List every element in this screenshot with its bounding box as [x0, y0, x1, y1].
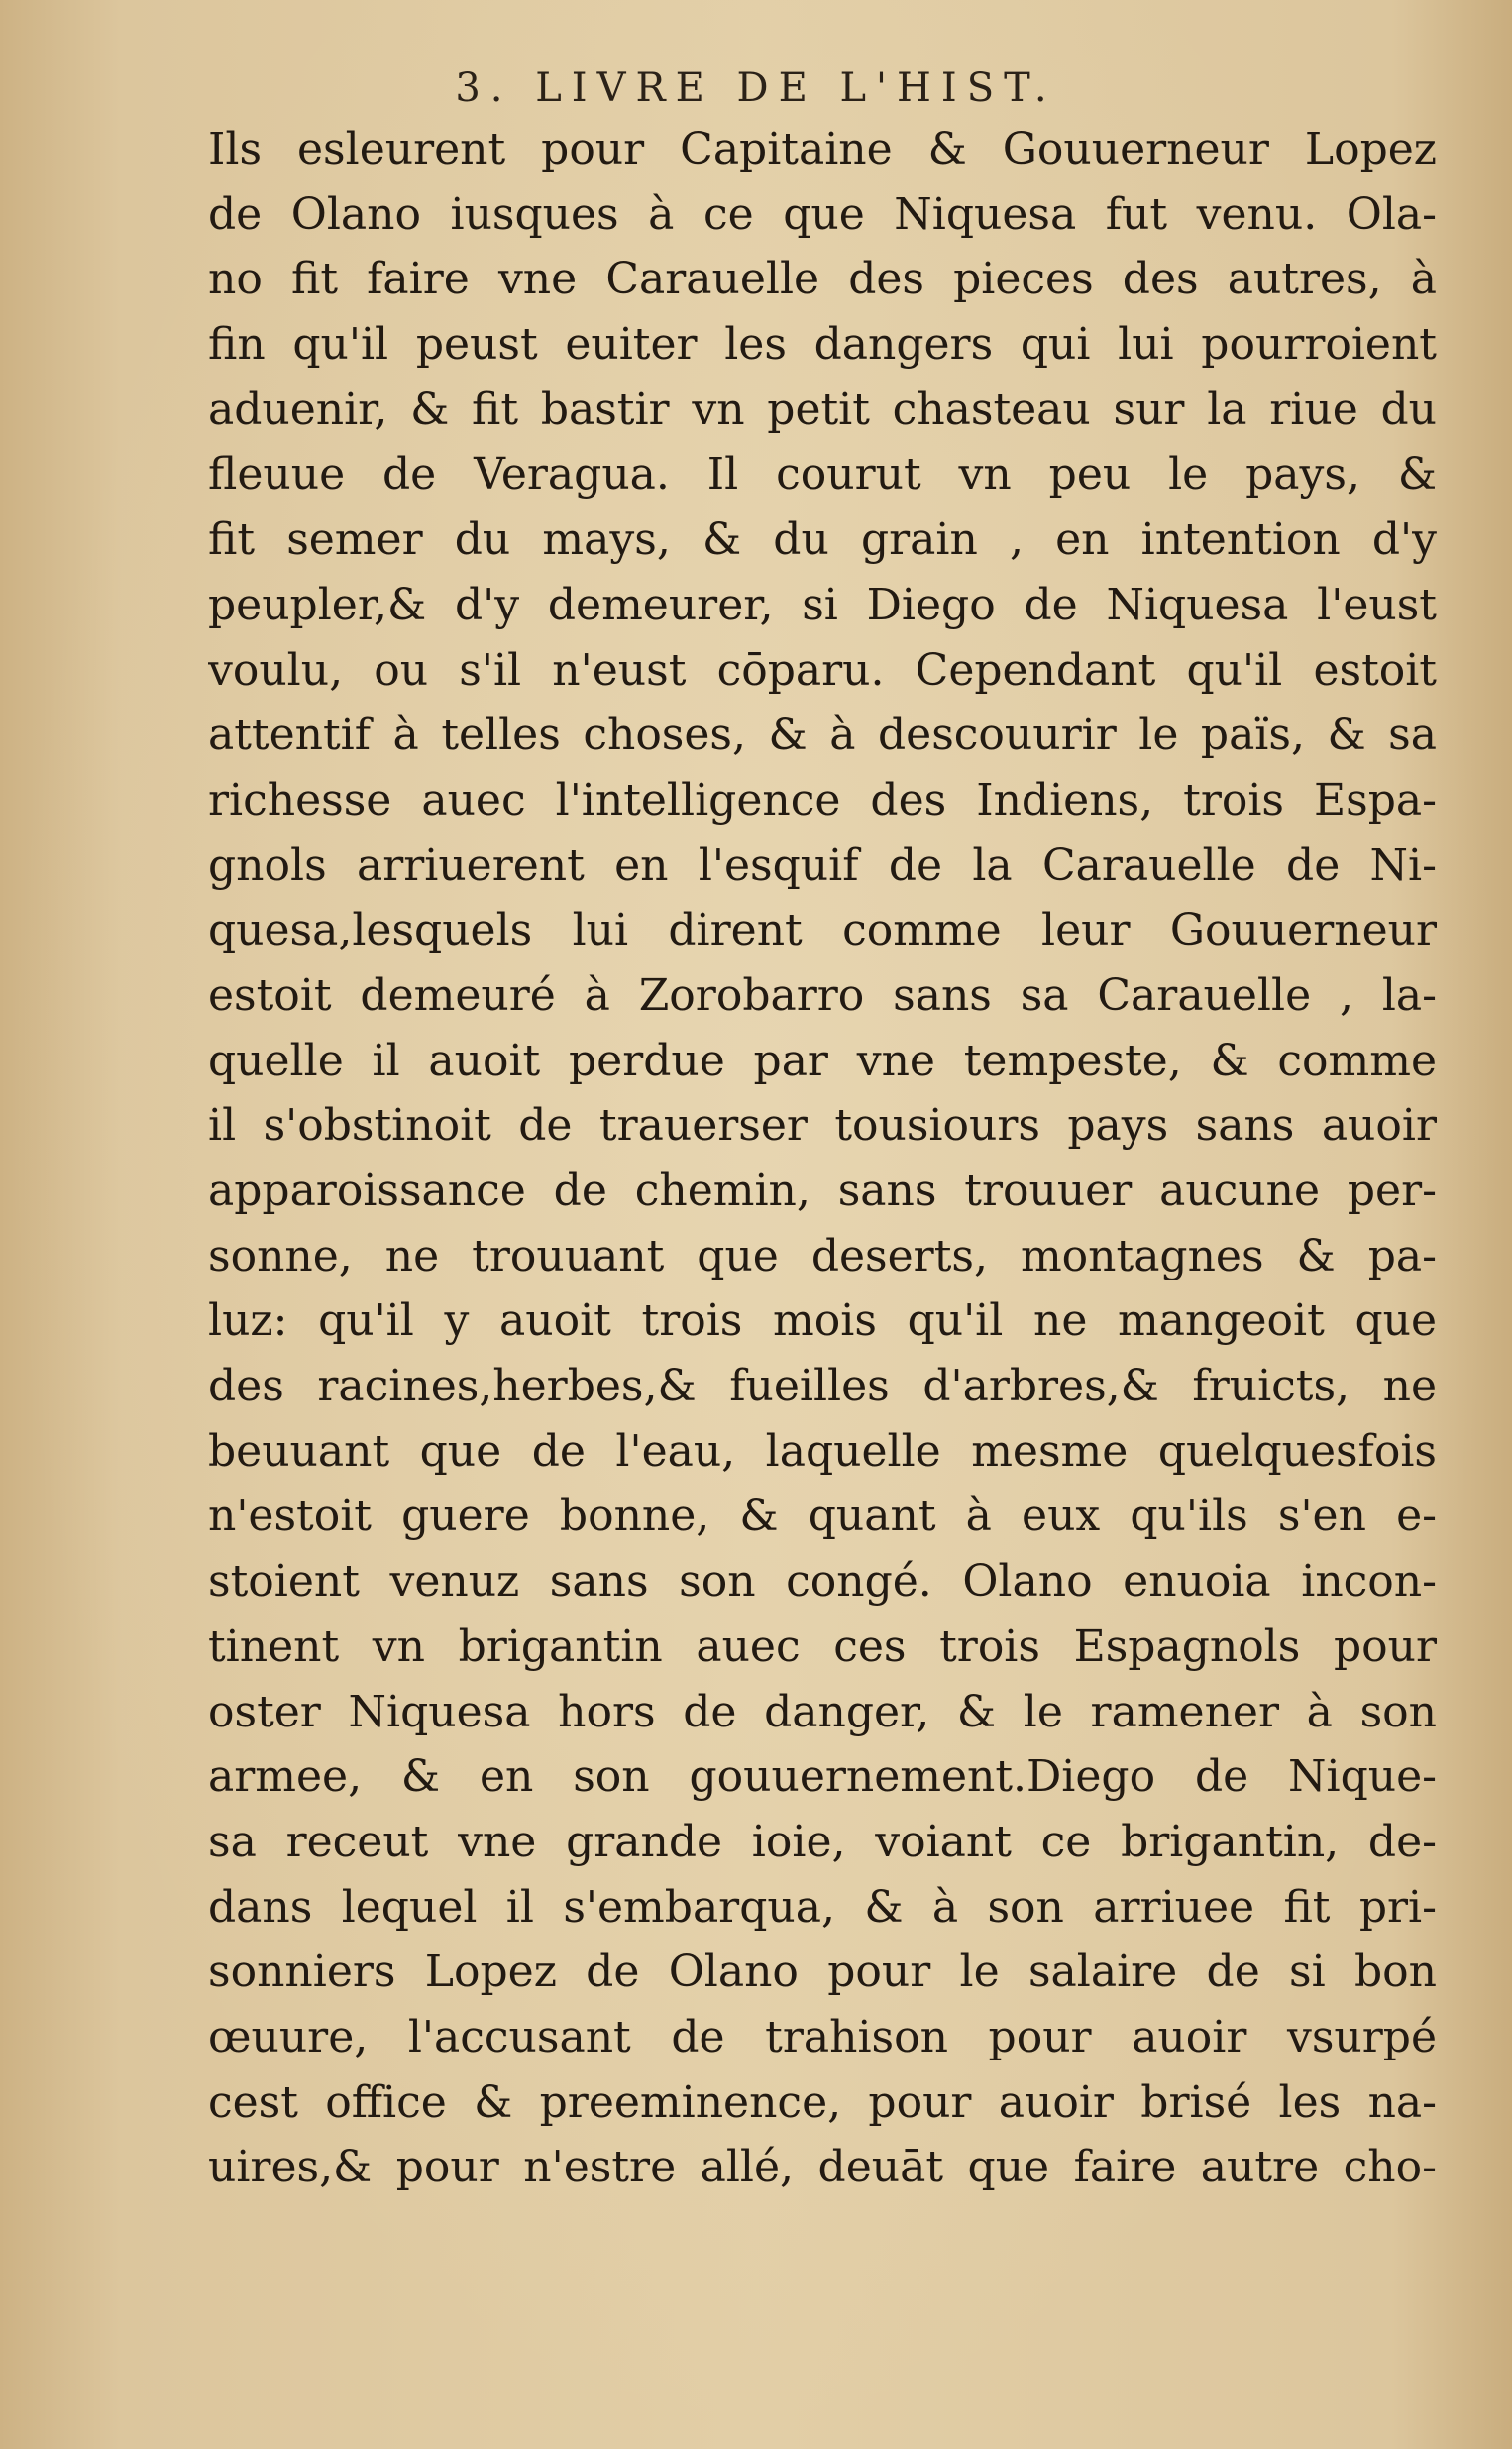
text-line: apparoissance de chemin, sans trouuer aucune per-: [208, 1166, 1437, 1216]
text-line: Ils esleurent pour Capitaine & Gouuerneur Lopez: [208, 124, 1437, 174]
text-line: estoit demeuré à Zorobarro sans sa Carauelle , la-: [208, 969, 1437, 1021]
text-block: [208, 117, 1437, 2200]
text-line: dans lequel il s'embarqua, & à son arriuee fit pri-: [208, 1881, 1437, 1933]
text-line: fin qu'il peust euiter les dangers qui lui pourroient: [208, 319, 1437, 371]
text-line: cest office & preeminence, pour auoir brisé les na-: [208, 2076, 1437, 2128]
text-line: fleuue de Veragua. Il courut vn peu le pays, &: [208, 449, 1437, 501]
text-line: aduenir, & fit bastir vn petit chasteau sur la riue du: [208, 384, 1437, 435]
running-head: 3. LIVRE DE L'HIST.: [455, 65, 1057, 111]
text-line: fit semer du mays, & du grain , en intention d'y: [208, 514, 1437, 566]
text-line: gnols arriuerent en l'esquif de la Carauelle de Ni-: [208, 839, 1437, 891]
text-line: voulu, ou s'il n'eust cōparu. Cependant qu'il estoit: [208, 644, 1437, 696]
text-line: n'estoit guere bonne, & quant à eux qu'ils s'en e-: [208, 1491, 1437, 1542]
text-line: œuure, l'accusant de trahison pour auoir vsurpé: [208, 2011, 1437, 2062]
text-line: oster Niquesa hors de danger, & le ramener à son: [208, 1686, 1437, 1737]
text-line: luz: qu'il y auoit trois mois qu'il ne mangeoit que: [208, 1295, 1437, 1347]
text-line: quelle il auoit perdue par vne tempeste, & comme: [208, 1035, 1437, 1086]
text-line: armee, & en son gouuernement.Diego de Nique-: [208, 1751, 1437, 1803]
text-line: sonne, ne trouuant que deserts, montagnes & pa-: [208, 1230, 1437, 1281]
text-line: sonniers Lopez de Olano pour le salaire de si bon: [208, 1947, 1437, 1998]
text-line: quesa,lesquels lui dirent comme leur Gouuerneur: [208, 905, 1437, 956]
text-line: beuuant que de l'eau, laquelle mesme quelquesfois: [208, 1425, 1437, 1477]
text-line: peupler,& d'y demeurer, si Diego de Niquesa l'eust: [208, 579, 1437, 630]
text-line: no fit faire vne Carauelle des pieces des autres, à: [208, 254, 1437, 305]
text-line: sa receut vne grande ioie, voiant ce brigantin, de-: [208, 1816, 1437, 1867]
text-line: uires,& pour n'estre allé, deuāt que faire autre cho-: [208, 2142, 1437, 2193]
text-line: richesse auec l'intelligence des Indiens, trois Espa-: [208, 774, 1437, 826]
text-line: des racines,herbes,& fueilles d'arbres,& fruicts, ne: [208, 1361, 1437, 1412]
text-line: tinent vn brigantin auec ces trois Espagnols pour: [208, 1620, 1437, 1672]
text-line: attentif à telles choses, & à descouurir le païs, & sa: [208, 710, 1437, 761]
text-line: il s'obstinoit de trauerser tousiours pays sans auoir: [208, 1100, 1437, 1152]
text-line: stoient venuz sans son congé. Olano enuoia incon-: [208, 1556, 1437, 1608]
text-line: de Olano iusques à ce que Niquesa fut venu. Ola-: [208, 188, 1437, 240]
